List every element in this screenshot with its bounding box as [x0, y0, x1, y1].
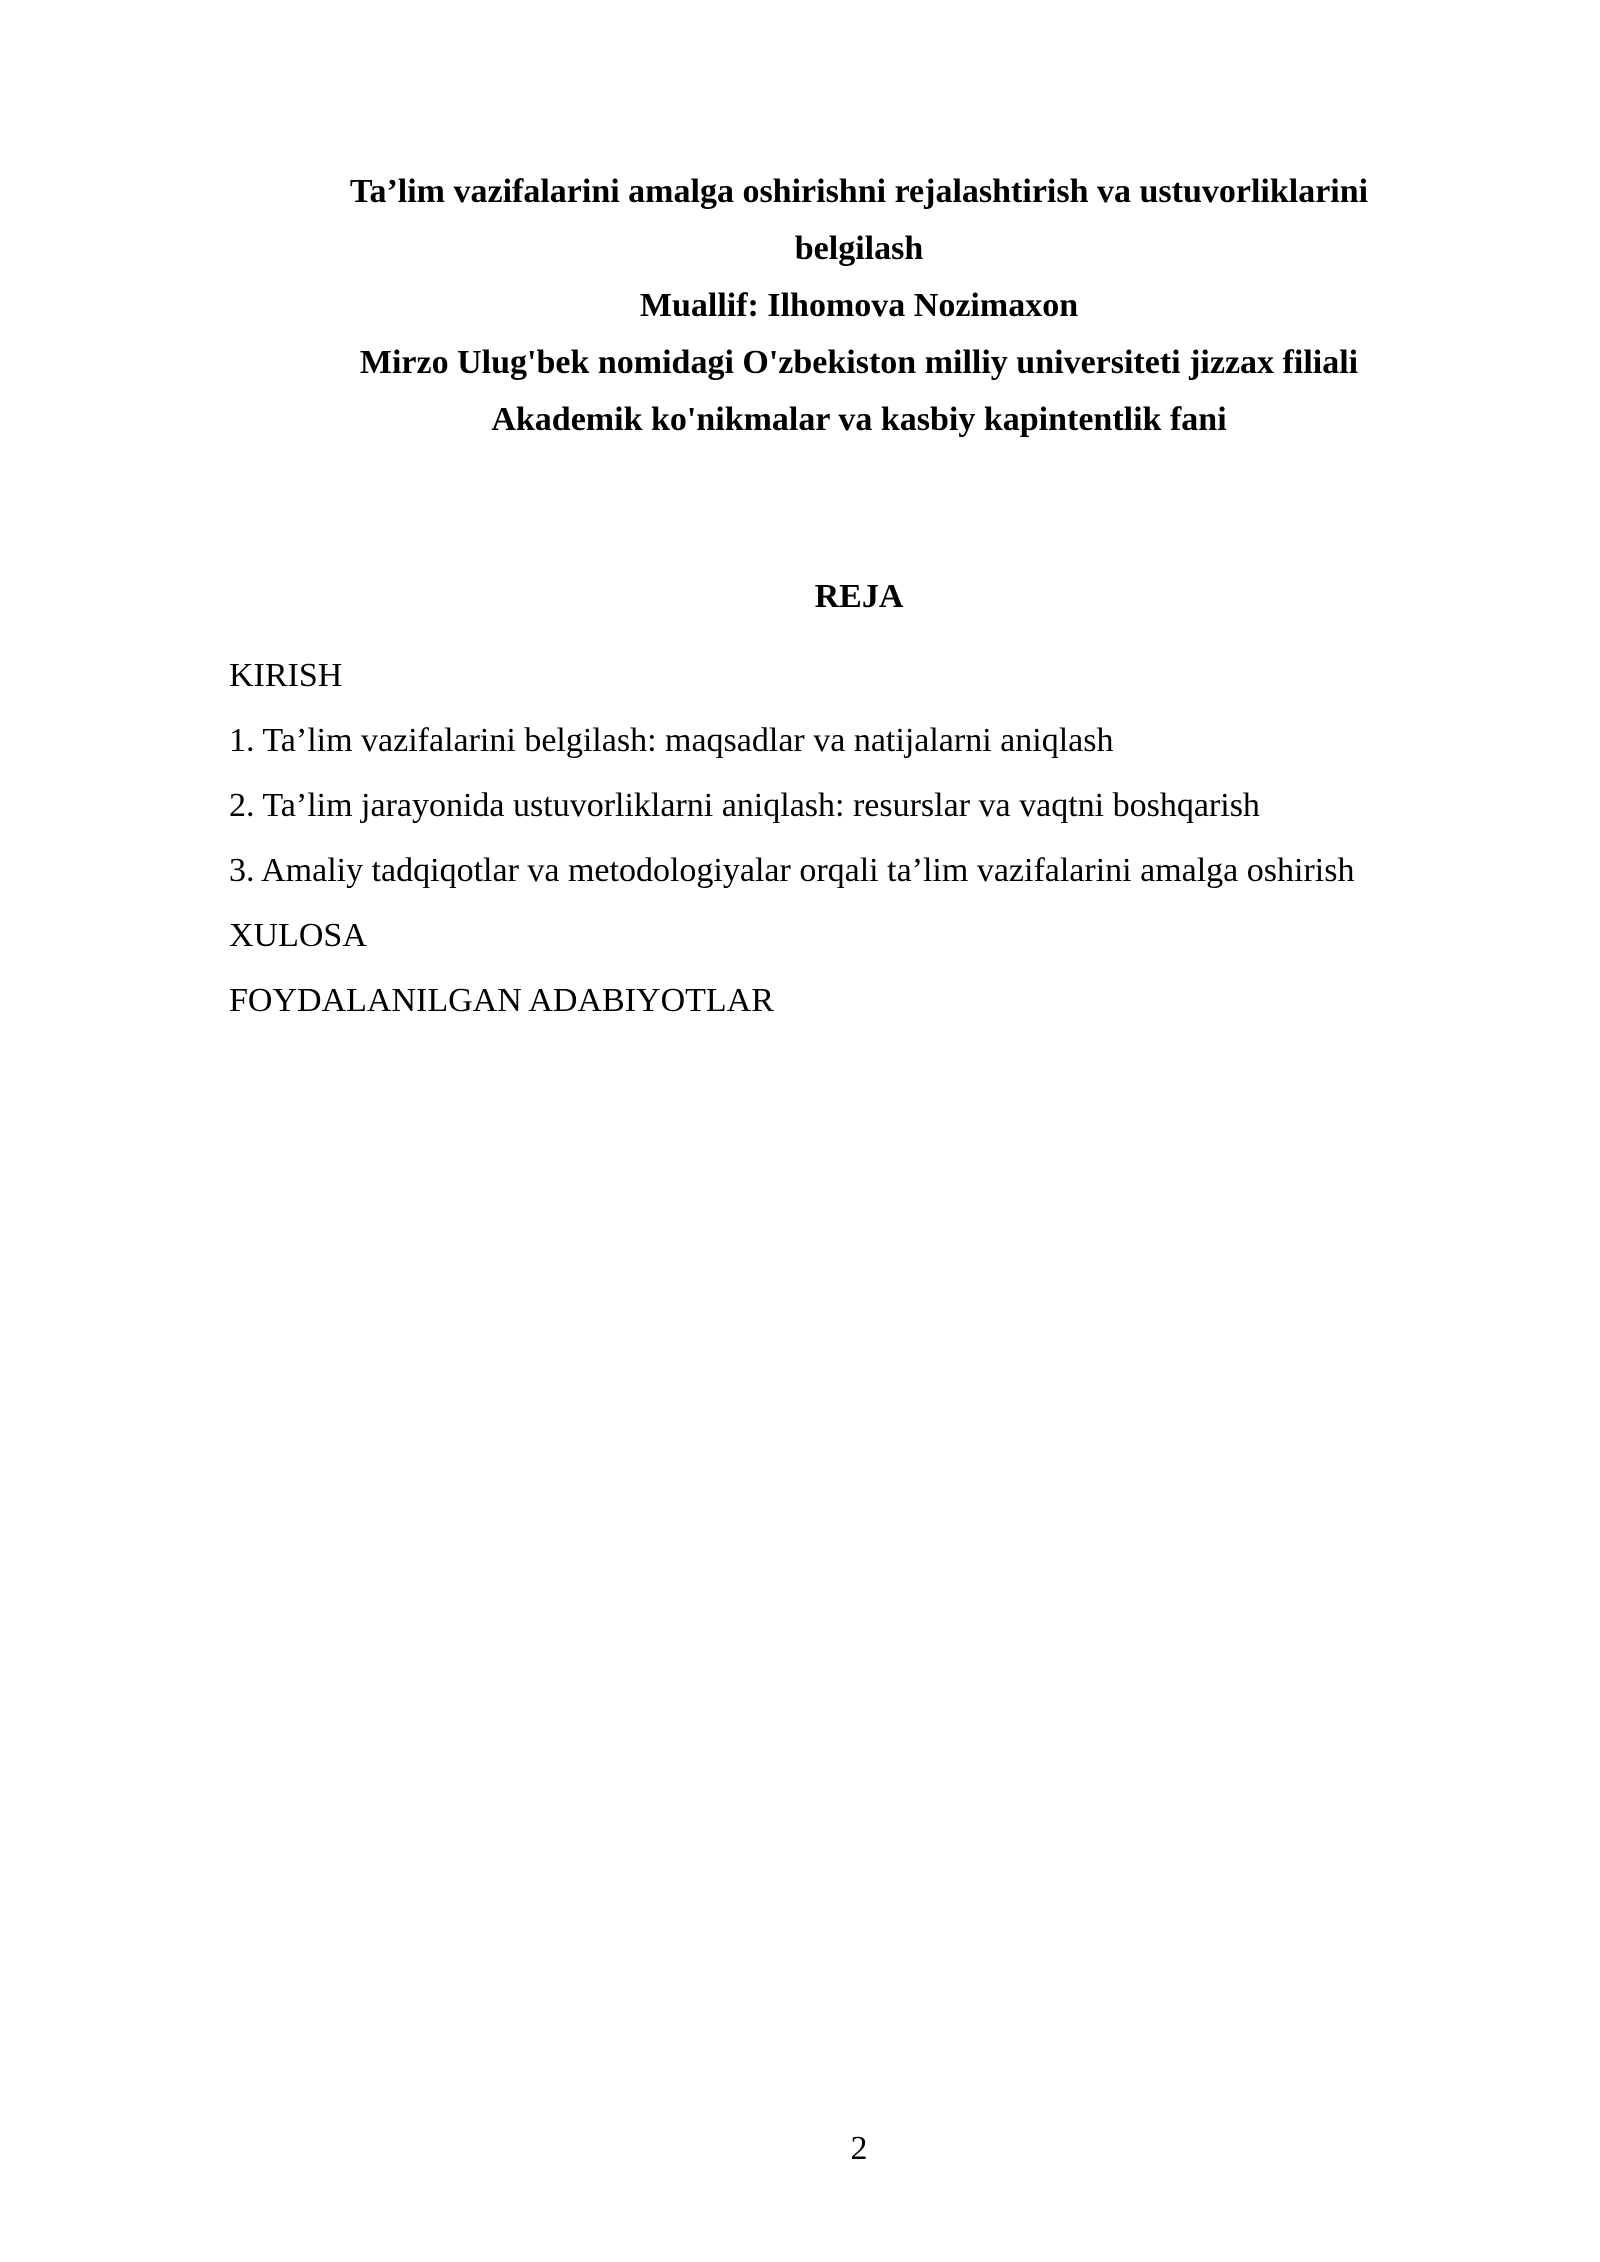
institution-line: Mirzo Ulug'bek nomidagi O'zbekiston milliy universiteti jizzax filiali [359, 344, 1359, 381]
title-block [0, 163, 1600, 448]
plan-list [229, 643, 1569, 1033]
document-title-line-2: belgilash [794, 230, 924, 267]
plan-item-conclusion: XULOSA [229, 917, 367, 954]
plan-heading: REJA [814, 578, 904, 615]
plan-item-1: 1. Ta’lim vazifalarini belgilash: maqsadlar va natijalarni aniqlash [229, 722, 1114, 759]
author-line: Muallif: Ilhomova Nozimaxon [639, 287, 1079, 324]
page-number: 2 [850, 2130, 868, 2167]
plan-item-introduction: KIRISH [229, 657, 343, 694]
document-title-line-1: Ta’lim vazifalarini amalga oshirishni rejalashtirish va ustuvorliklarini [349, 173, 1369, 210]
subject-line: Akademik ko'nikmalar va kasbiy kapintentlik fani [491, 401, 1227, 438]
plan-item-3: 3. Amaliy tadqiqotlar va metodologiyalar orqali ta’lim vazifalarini amalga oshirish [229, 852, 1355, 889]
plan-item-references: FOYDALANILGAN ADABIYOTLAR [229, 982, 774, 1019]
plan-item-2: 2. Ta’lim jarayonida ustuvorliklarni aniqlash: resurslar va vaqtni boshqarish [229, 787, 1260, 824]
